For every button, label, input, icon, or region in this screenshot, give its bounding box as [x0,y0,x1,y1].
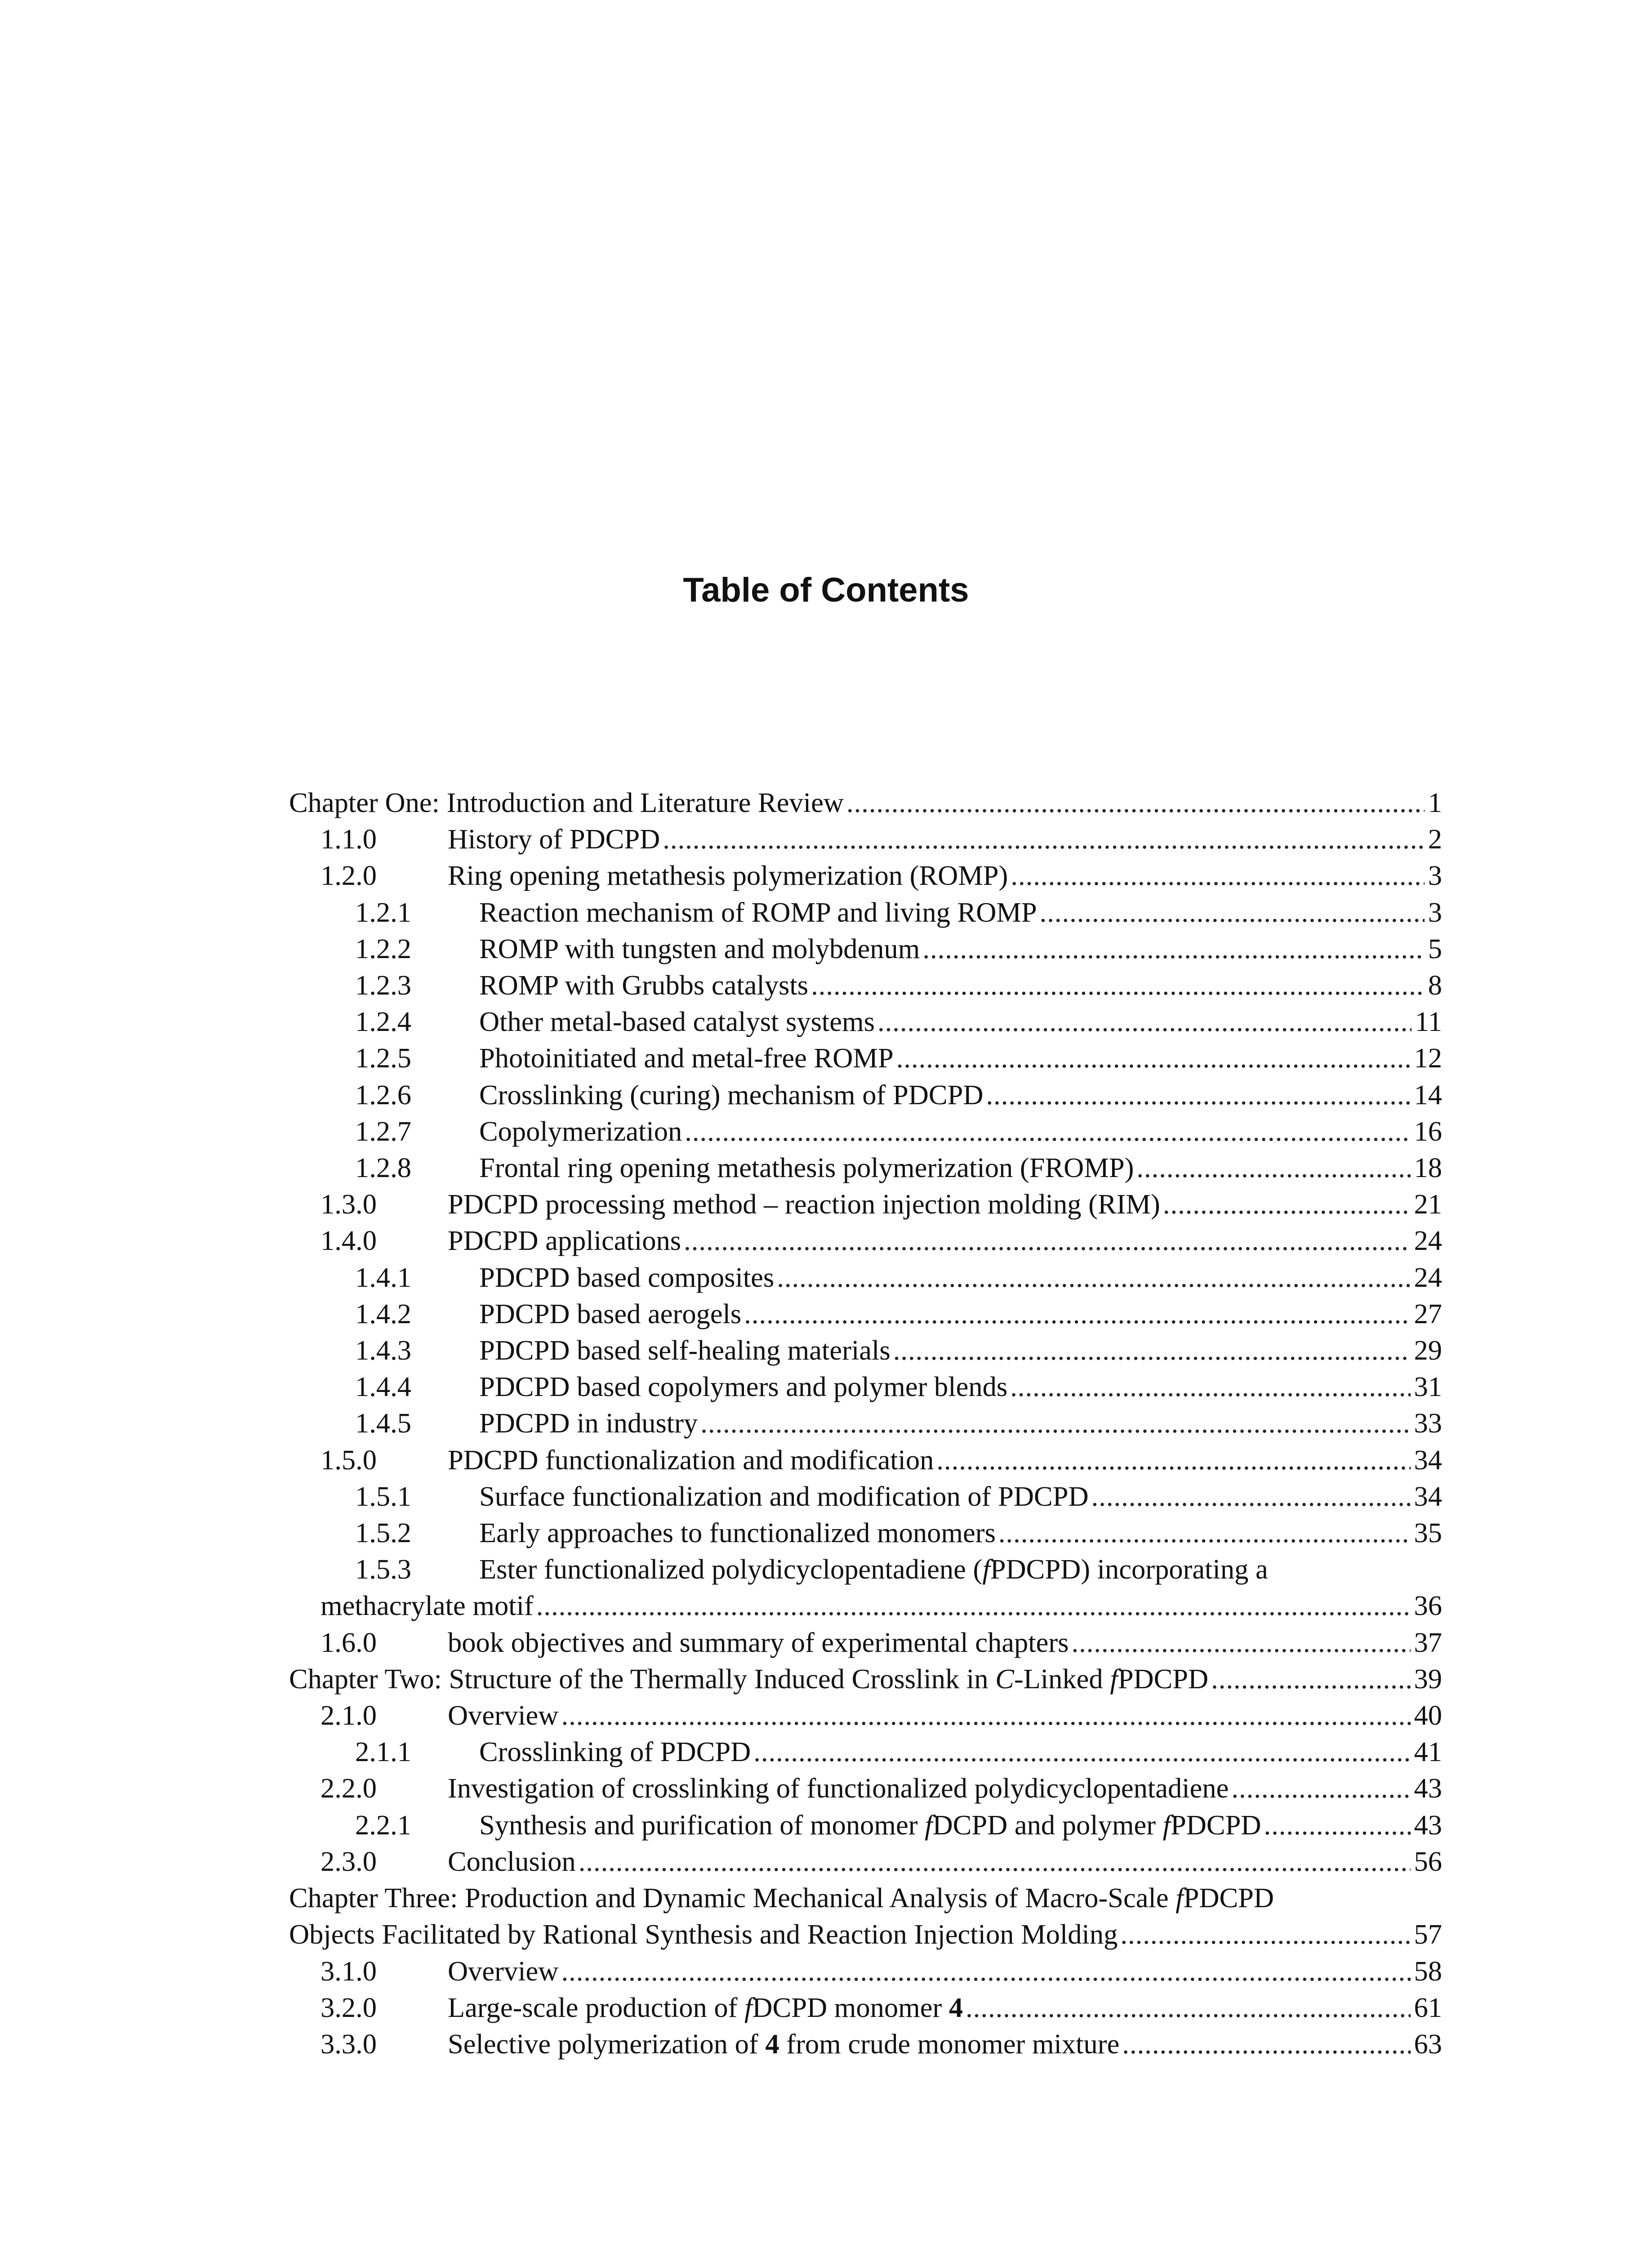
toc-entry [289,785,1442,821]
toc-line [289,1369,1442,1405]
toc-leader-dots [922,931,1424,967]
toc-entry [289,1843,1442,1880]
toc-page-number: 29 [1414,1334,1442,1366]
toc-entry-number: 1.4.5 [355,1407,411,1439]
toc-entry-number: 2.3.0 [321,1845,377,1877]
toc-entry [289,857,1442,894]
toc-entry-title-continuation: methacrylate motif [321,1590,534,1622]
toc-entry-title: Conclusion [448,1845,576,1877]
toc-title-segment: Chapter Two: Structure of the Thermally Induced Crosslink in [289,1663,996,1695]
toc-page-number: 40 [1414,1699,1442,1731]
toc-page-number: 12 [1414,1042,1442,1074]
toc-entry [289,1259,1442,1296]
toc-entry-number: 1.5.3 [355,1553,411,1585]
toc-page-number: 34 [1414,1480,1442,1512]
toc-leader-dots [1040,894,1425,931]
toc-line [289,1077,1442,1113]
toc-entry-title: ROMP with Grubbs catalysts [479,969,809,1001]
toc-title-segment: DCPD monomer [752,1991,949,2023]
toc-title-segment: Ester functionalized polydicyclopentadiene ( [479,1553,983,1585]
toc-page-number: 2 [1428,823,1442,855]
toc-entry-title: Copolymerization [479,1115,682,1147]
toc-entry [289,1989,1442,2026]
toc-entry-number: 3.2.0 [321,1991,377,2023]
toc-entry-title: Ring opening metathesis polymerization (ROMP) [448,860,1008,892]
table-of-contents [289,785,1442,2062]
toc-entry-number: 1.2.2 [355,932,411,964]
toc-title-segment: 4 [765,2028,779,2060]
toc-leader-dots [1072,1624,1411,1661]
toc-title-segment: Synthesis and purification of monomer [479,1809,925,1841]
toc-leader-dots [986,1077,1410,1113]
toc-page-number: 5 [1428,932,1442,964]
toc-line [289,1405,1442,1441]
toc-entry [289,1077,1442,1113]
toc-entry [289,1405,1442,1441]
toc-entry-title: Other metal-based catalyst systems [479,1006,875,1038]
toc-entry-number: 1.4.3 [355,1334,411,1366]
toc-entry-title: PDCPD based self-healing materials [479,1334,891,1366]
toc-title-segment: from crude monomer mixture [779,2028,1120,2060]
toc-line [289,1843,1442,1880]
toc-line [289,857,1442,894]
toc-entry-title: Early approaches to functionalized monomers [479,1517,996,1549]
toc-entry-number: 1.4.0 [321,1225,377,1257]
toc-leader-dots [936,1442,1410,1478]
toc-leader-dots [893,1332,1411,1369]
toc-leader-dots [1231,1770,1410,1806]
toc-entry-number: 1.5.2 [355,1517,411,1549]
toc-line [289,1004,1442,1040]
toc-line [289,1989,1442,2026]
toc-page-number: 63 [1414,2028,1442,2060]
toc-line [289,1770,1442,1806]
toc-title-segment: C [995,1663,1014,1695]
toc-line [289,1113,1442,1150]
toc-entry [289,821,1442,857]
toc-leader-dots [1091,1478,1411,1515]
toc-line [289,1150,1442,1186]
toc-entry-title [448,2026,1119,2062]
toc-entry-number: 1.1.0 [321,823,377,855]
toc-entry-title: Overview [448,1699,559,1731]
toc-entry-title [448,1989,963,2026]
toc-line [289,1259,1442,1296]
toc-entry-number: 1.5.0 [321,1444,377,1476]
toc-leader-dots [1010,1369,1410,1405]
toc-leader-dots [753,1734,1410,1770]
toc-entry-number: 1.5.1 [355,1480,411,1512]
toc-entry-title: PDCPD based copolymers and polymer blends [479,1371,1008,1403]
toc-page-number: 14 [1414,1079,1442,1111]
toc-line [289,1588,1442,1624]
toc-entry [289,1551,1442,1624]
toc-entry [289,931,1442,967]
toc-title-segment: DCPD and polymer [932,1809,1163,1841]
toc-leader-dots [744,1296,1410,1332]
toc-title-segment: PDCPD [1118,1663,1209,1695]
toc-leader-dots [1211,1661,1410,1697]
toc-entry-title: Crosslinking of PDCPD [479,1736,751,1768]
toc-title-segment: Selective polymerization of [448,2028,766,2060]
toc-page-number: 43 [1414,1772,1442,1804]
toc-entry [289,967,1442,1004]
toc-entry-title: Chapter One: Introduction and Literature Review [289,787,844,818]
toc-entry-title: PDCPD functionalization and modification [448,1444,934,1476]
toc-entry-number: 1.6.0 [321,1626,377,1658]
toc-page-number: 3 [1428,860,1442,892]
toc-entry [289,2026,1442,2062]
toc-line [289,1551,1442,1588]
toc-title-segment: f [744,1991,753,2023]
toc-entry-number: 1.4.4 [355,1371,411,1403]
toc-page-number: 41 [1414,1736,1442,1768]
toc-title-segment: PDCPD [1183,1882,1274,1914]
toc-page-number: 57 [1414,1918,1442,1950]
toc-page-number: 61 [1414,1991,1442,2023]
toc-leader-dots [1264,1807,1411,1843]
toc-title-segment: 4 [948,1991,963,2023]
toc-line [289,1040,1442,1076]
toc-entry-number: 2.2.0 [321,1772,377,1804]
toc-line [289,1807,1442,1843]
toc-page-number: 35 [1414,1517,1442,1549]
toc-page-number: 1 [1428,787,1442,818]
toc-leader-dots [1120,1916,1410,1953]
toc-leader-dots [700,1405,1410,1441]
toc-page-number: 33 [1414,1407,1442,1439]
toc-entry [289,1953,1442,1989]
toc-title-segment: -Linked [1014,1663,1110,1695]
toc-line [289,894,1442,931]
toc-entry-title: ROMP with tungsten and molybdenum [479,932,920,964]
toc-line [289,1478,1442,1515]
toc-page-number: 34 [1414,1444,1442,1476]
toc-line [289,1953,1442,1989]
toc-page-number: 21 [1414,1188,1442,1220]
toc-entry [289,1624,1442,1661]
toc-leader-dots [846,785,1425,821]
toc-entry-title: History of PDCPD [448,823,660,855]
toc-entry-title [479,1551,1268,1588]
toc-entry [289,1222,1442,1259]
toc-entry-title: Investigation of crosslinking of functionalized polydicyclopentadiene [448,1772,1229,1804]
toc-entry-number: 3.3.0 [321,2028,377,2060]
toc-entry-title: Reaction mechanism of ROMP and living ROMP [479,896,1037,928]
toc-entry-number: 3.1.0 [321,1955,377,1987]
toc-line [289,967,1442,1004]
toc-entry-title: Frontal ring opening metathesis polymerization (FROMP) [479,1152,1134,1184]
toc-entry [289,894,1442,931]
toc-entry [289,1369,1442,1405]
toc-leader-dots [684,1222,1410,1259]
toc-entry [289,1332,1442,1369]
toc-title-segment: f [925,1809,933,1841]
toc-line [289,1186,1442,1222]
toc-page-number: 56 [1414,1845,1442,1877]
toc-entry-number: 1.2.5 [355,1042,411,1074]
toc-leader-dots [579,1843,1411,1880]
toc-entry-title: Photoinitiated and metal-free ROMP [479,1042,894,1074]
toc-line [289,931,1442,967]
toc-leader-dots [966,1989,1410,2026]
toc-page-number: 37 [1414,1626,1442,1658]
toc-entry-number: 1.3.0 [321,1188,377,1220]
toc-entry-title: PDCPD applications [448,1225,681,1257]
toc-title-segment: f [1176,1882,1184,1914]
toc-entry [289,1113,1442,1150]
page-title: Table of Contents [683,571,969,609]
toc-entry [289,1807,1442,1843]
toc-page-number: 36 [1414,1590,1442,1622]
toc-title-segment: f [1162,1809,1171,1841]
toc-line [289,1222,1442,1259]
toc-entry-number: 1.4.1 [355,1261,411,1293]
toc-title-segment: f [982,1553,990,1585]
toc-page-number: 11 [1415,1006,1442,1038]
toc-page-number: 27 [1414,1298,1442,1329]
toc-page-number: 16 [1414,1115,1442,1147]
toc-entry-number: 1.2.8 [355,1152,411,1184]
toc-line [289,1697,1442,1734]
toc-leader-dots [561,1953,1410,1989]
toc-title-segment: f [1110,1663,1118,1695]
toc-entry [289,1040,1442,1076]
toc-page-number: 58 [1414,1955,1442,1987]
toc-entry-title [479,1807,1261,1843]
toc-entry-title: PDCPD processing method – reaction injection molding (RIM) [448,1188,1160,1220]
toc-entry-number: 1.4.2 [355,1298,411,1329]
toc-leader-dots [877,1004,1412,1040]
toc-page-number: 8 [1428,969,1442,1001]
toc-entry [289,1478,1442,1515]
toc-entry-number: 2.1.0 [321,1699,377,1731]
toc-entry-title [289,1880,1274,1916]
toc-entry-title: Crosslinking (curing) mechanism of PDCPD [479,1079,984,1111]
toc-line [289,1661,1442,1697]
toc-entry-title: Surface functionalization and modification of PDCPD [479,1480,1089,1512]
toc-page-number: 18 [1414,1152,1442,1184]
toc-entry-title: PDCPD in industry [479,1407,698,1439]
toc-title-segment: PDCPD) incorporating a [990,1553,1268,1585]
toc-page-number: 24 [1414,1261,1442,1293]
toc-leader-dots [1011,857,1424,894]
toc-line [289,785,1442,821]
toc-page-number: 39 [1414,1663,1442,1695]
toc-page-number: 24 [1414,1225,1442,1257]
toc-title-segment: Chapter Three: Production and Dynamic Mechanical Analysis of Macro-Scale [289,1882,1176,1914]
toc-page-number: 43 [1414,1809,1442,1841]
toc-line [289,1916,1442,1953]
toc-leader-dots [998,1515,1411,1551]
toc-entry-title: PDCPD based composites [479,1261,775,1293]
toc-entry-title: book objectives and summary of experimental chapters [448,1626,1069,1658]
toc-line [289,1442,1442,1478]
toc-leader-dots [663,821,1424,857]
toc-line [289,1880,1442,1916]
toc-line [289,1734,1442,1770]
toc-leader-dots [811,967,1425,1004]
toc-leader-dots [896,1040,1411,1076]
toc-line [289,1296,1442,1332]
toc-leader-dots [685,1113,1410,1150]
toc-entry [289,1004,1442,1040]
toc-line [289,1624,1442,1661]
toc-title-segment: PDCPD [1171,1809,1261,1841]
toc-entry-number: 2.1.1 [355,1736,411,1768]
toc-title-segment: Large-scale production of [448,1991,745,2023]
toc-entry [289,1186,1442,1222]
toc-leader-dots [777,1259,1410,1296]
toc-entry [289,1734,1442,1770]
toc-leader-dots [561,1697,1410,1734]
toc-entry [289,1770,1442,1806]
toc-entry [289,1697,1442,1734]
toc-entry-number: 1.2.4 [355,1006,411,1038]
toc-entry [289,1661,1442,1697]
toc-leader-dots [536,1588,1411,1624]
toc-entry-number: 1.2.7 [355,1115,411,1147]
toc-entry-number: 1.2.3 [355,969,411,1001]
toc-leader-dots [1136,1150,1410,1186]
toc-entry-title-continuation: Objects Facilitated by Rational Synthesis and Reaction Injection Molding [289,1918,1118,1950]
toc-entry [289,1442,1442,1478]
toc-entry-title [289,1661,1208,1697]
toc-leader-dots [1163,1186,1411,1222]
toc-page-number: 31 [1414,1371,1442,1403]
toc-entry-number: 1.2.0 [321,860,377,892]
toc-entry-title: PDCPD based aerogels [479,1298,742,1329]
toc-line [289,1332,1442,1369]
toc-entry-number: 2.2.1 [355,1809,411,1841]
toc-entry-number: 1.2.1 [355,896,411,928]
toc-line [289,821,1442,857]
toc-entry [289,1296,1442,1332]
toc-entry [289,1880,1442,1953]
toc-line [289,2026,1442,2062]
toc-line [289,1515,1442,1551]
toc-entry [289,1515,1442,1551]
toc-page-number: 3 [1428,896,1442,928]
toc-entry-number: 1.2.6 [355,1079,411,1111]
toc-leader-dots [1122,2026,1410,2062]
toc-entry-title: Overview [448,1955,559,1987]
toc-entry [289,1150,1442,1186]
